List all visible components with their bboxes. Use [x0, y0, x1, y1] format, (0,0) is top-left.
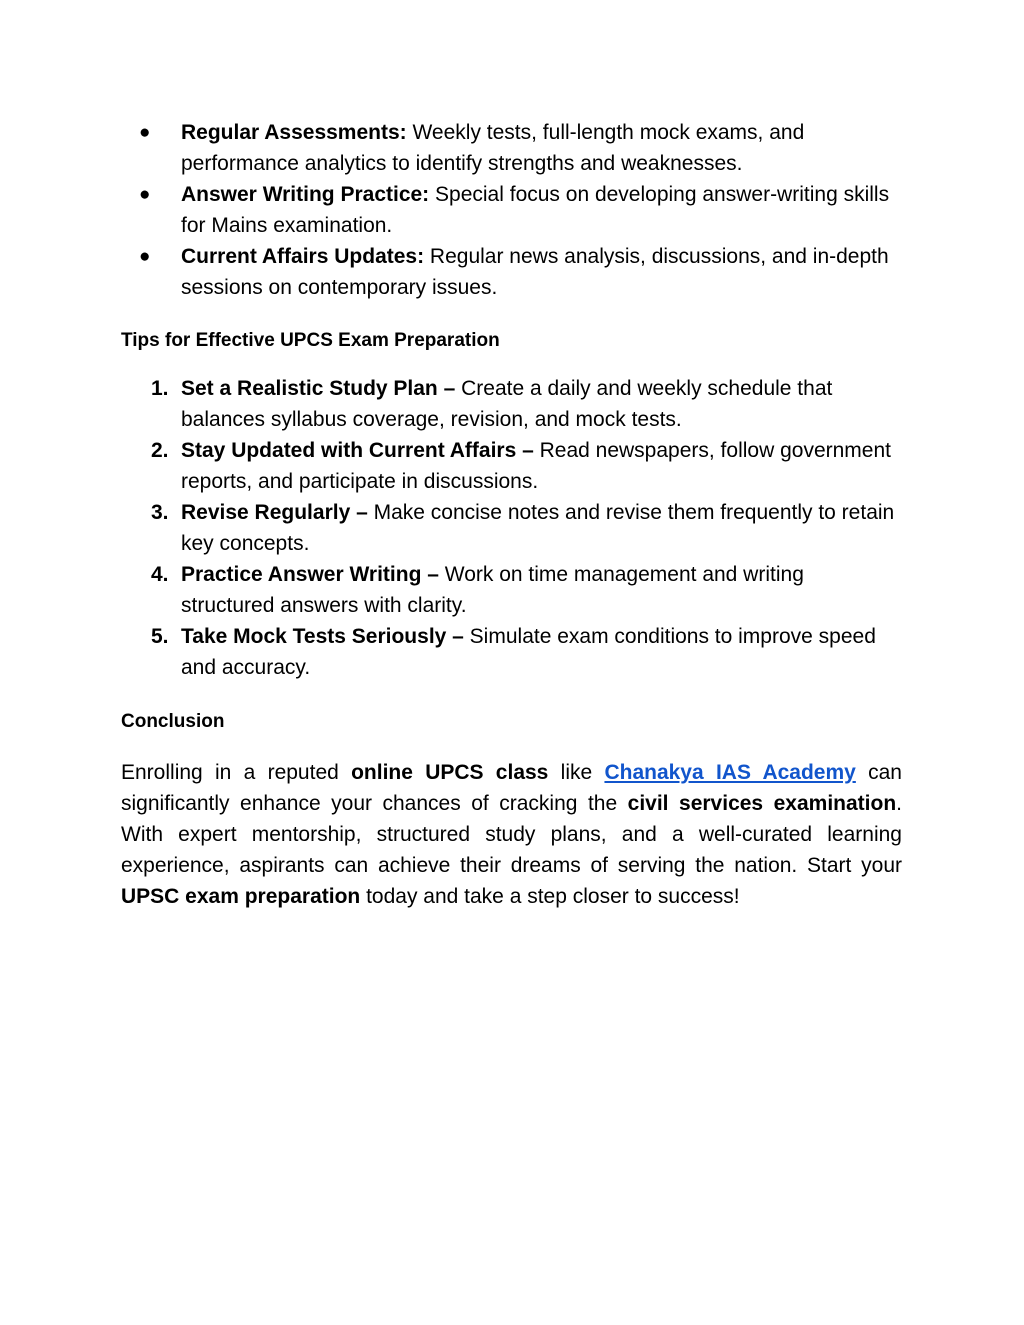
tip-label: Take Mock Tests Seriously –	[181, 625, 464, 648]
conclusion-text-3: can significantly enhance your chances of cracking the	[121, 761, 902, 815]
conclusion-bold-upsc-prep: UPSC exam preparation	[121, 885, 361, 908]
document-page	[121, 117, 902, 933]
tip-item-mock-tests	[121, 621, 902, 683]
tip-item-current-affairs	[121, 435, 902, 497]
conclusion-heading: Conclusion	[121, 711, 225, 732]
bullet-label: Regular Assessments:	[181, 121, 407, 144]
conclusion-text-5: today and take a step closer to success!	[360, 885, 740, 908]
tip-label: Revise Regularly –	[181, 501, 368, 524]
bullet-item-answer-writing	[121, 179, 902, 241]
tip-label: Stay Updated with Current Affairs –	[181, 439, 534, 462]
tip-item-answer-writing	[121, 559, 902, 621]
tips-numbered-list	[121, 373, 902, 683]
tip-item-study-plan	[121, 373, 902, 435]
tip-item-revise	[121, 497, 902, 559]
bullet-text: Regular news analysis, discussions, and in-depth sessions on contemporary issues.	[181, 245, 889, 299]
bullet-item-regular-assessments	[121, 117, 902, 179]
conclusion-bold-civil-services: civil services examination	[627, 792, 897, 815]
tip-text: Create a daily and weekly schedule that balances syllabus coverage, revision, and mock tests.	[181, 377, 833, 431]
tips-heading: Tips for Effective UPCS Exam Preparation	[121, 330, 500, 351]
bullet-label: Answer Writing Practice:	[181, 183, 430, 206]
conclusion-paragraph	[121, 757, 902, 912]
conclusion-text-4: . With expert mentorship, structured study plans, and a well-curated learning experience, aspirants can achieve their dreams of serving the nation. Start your	[121, 792, 902, 877]
tip-text: Make concise notes and revise them frequently to retain key concepts.	[181, 501, 895, 555]
tip-label: Practice Answer Writing –	[181, 563, 439, 586]
conclusion-bold-online-class: online UPCS class	[351, 761, 549, 784]
tip-text: Read newspapers, follow government reports, and participate in discussions.	[181, 439, 891, 493]
tip-text: Simulate exam conditions to improve speed and accuracy.	[181, 625, 876, 679]
tip-text: Work on time management and writing structured answers with clarity.	[181, 563, 804, 617]
bullet-marker: ●	[139, 246, 151, 267]
features-bullet-list	[121, 117, 902, 303]
chanakya-academy-link[interactable]: Chanakya IAS Academy	[604, 761, 856, 784]
tip-number: 4.	[151, 563, 169, 586]
bullet-label: Current Affairs Updates:	[181, 245, 425, 268]
conclusion-text-1: Enrolling in a reputed	[121, 761, 352, 784]
tip-number: 3.	[151, 501, 169, 524]
bullet-item-current-affairs	[121, 241, 902, 303]
tip-number: 1.	[151, 377, 169, 400]
tip-label: Set a Realistic Study Plan –	[181, 377, 456, 400]
tip-number: 5.	[151, 625, 169, 648]
conclusion-text-2: like	[548, 761, 605, 784]
bullet-text: Special focus on developing answer-writing skills for Mains examination.	[181, 183, 890, 237]
bullet-marker: ●	[139, 184, 151, 205]
tip-number: 2.	[151, 439, 169, 462]
bullet-marker: ●	[139, 122, 151, 143]
bullet-text: Weekly tests, full-length mock exams, and performance analytics to identify strengths and weaknesses.	[181, 121, 805, 175]
